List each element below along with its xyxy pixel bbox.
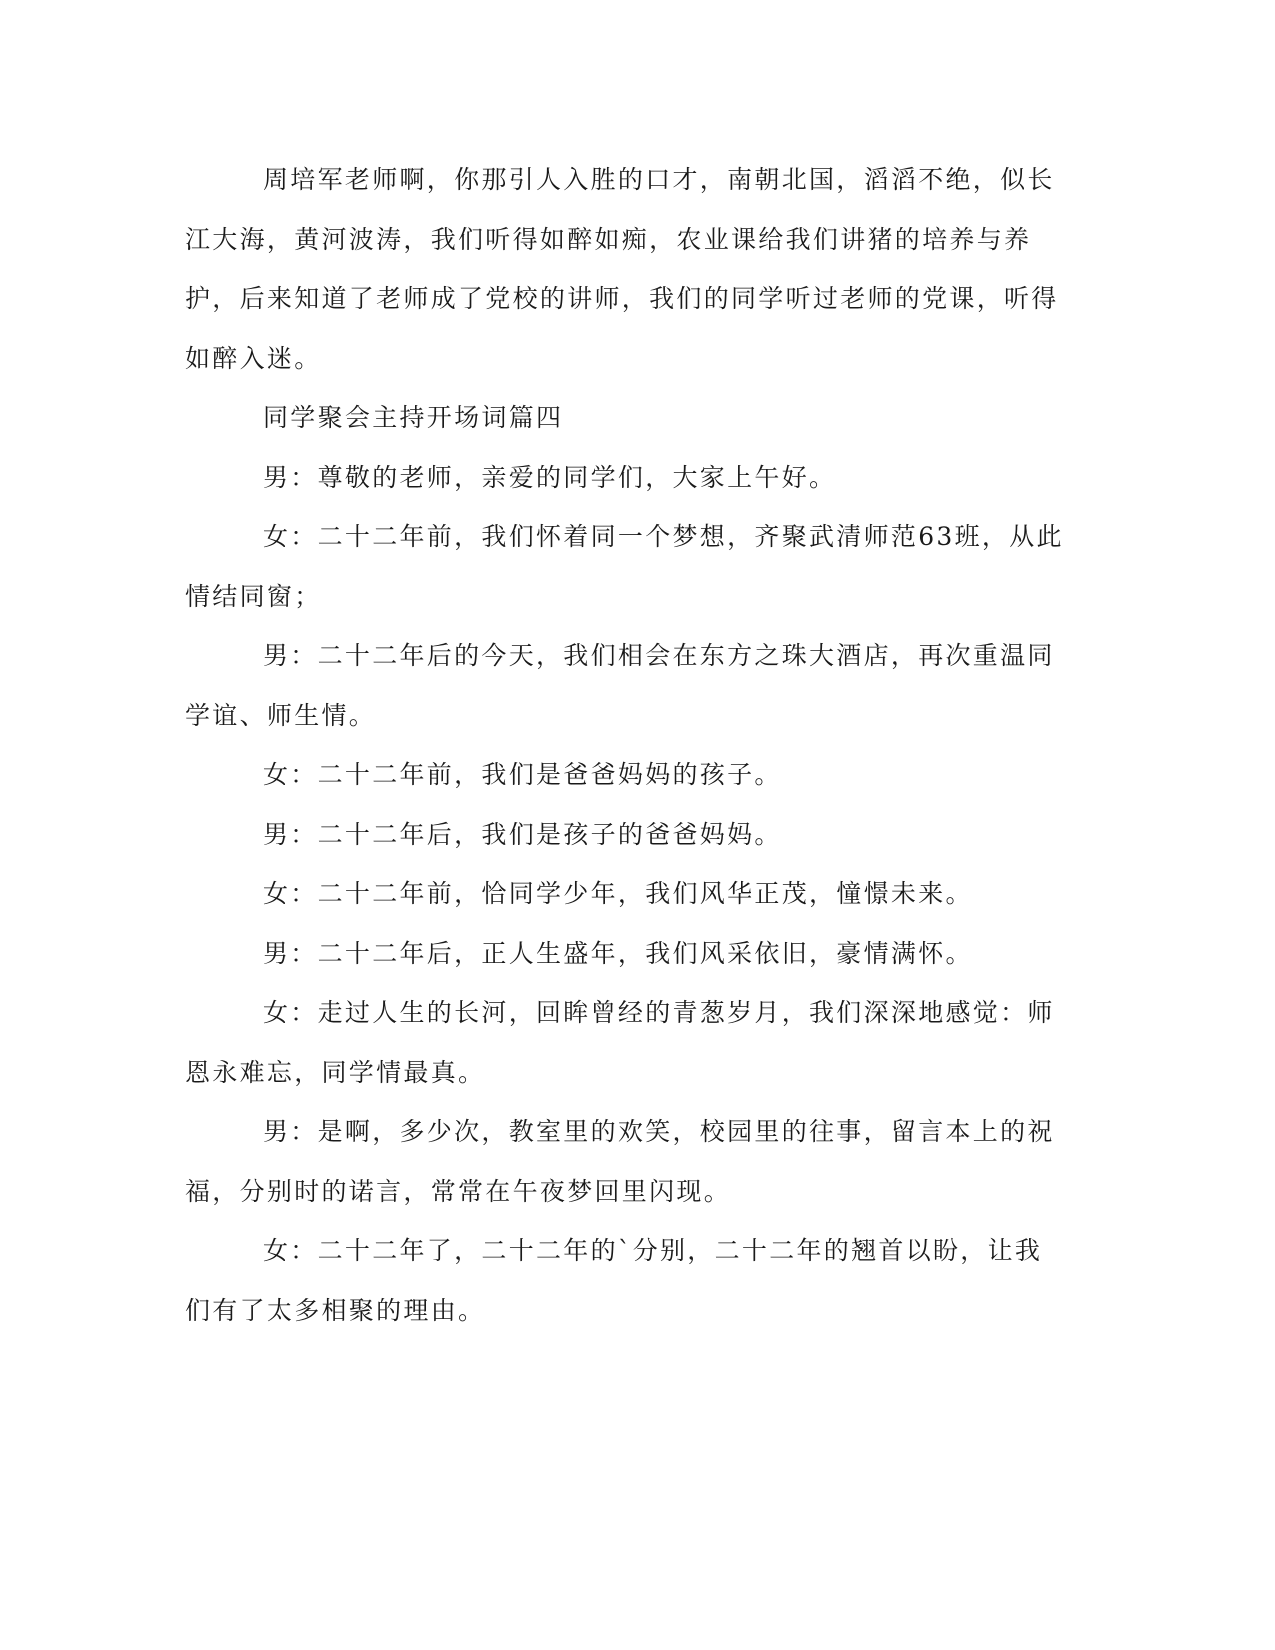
paragraph-male-3: 男：二十二年后，正人生盛年，我们风采依旧，豪情满怀。 [263,938,973,968]
section-heading: 同学聚会主持开场词篇四 [263,403,564,432]
paragraph-female-5: 女：二十二年了，二十二年的`分别，二十二年的翘首以盼，让我们有了太多相聚的理由。 [185,1236,1043,1325]
document-body [185,150,1065,1340]
paragraph-male-greeting: 男：尊敬的老师，亲爱的同学们，大家上午好。 [263,462,837,492]
paragraph-female-3: 女：二十二年前，恰同学少年，我们风华正茂，憧憬未来。 [263,879,973,908]
paragraph-male-4: 男：是啊，多少次，教室里的欢笑，校园里的往事，留言本上的祝福，分别时的诺言，常常在午夜梦回里闪现。 [185,1117,1055,1206]
paragraph-male-2: 男：二十二年后，我们是孩子的爸爸妈妈。 [263,819,782,849]
paragraph-teacher-tribute: 周培军老师啊，你那引人入胜的口才，南朝北国，滔滔不绝，似长江大海，黄河波涛，我们听得如醉如痴，农业课给我们讲猪的培养与养护，后来知道了老师成了党校的讲师，我们的同学听过老师的党课，听得如醉入迷。 [185,165,1059,373]
paragraph-female-4: 女：走过人生的长河，回眸曾经的青葱岁月，我们深深地感觉：师恩永难忘，同学情最真。 [185,998,1055,1087]
paragraph-male-1: 男：二十二年后的今天，我们相会在东方之珠大酒店，再次重温同学谊、师生情。 [185,641,1055,730]
paragraph-female-2: 女：二十二年前，我们是爸爸妈妈的孩子。 [263,760,782,789]
paragraph-female-1: 女：二十二年前，我们怀着同一个梦想，齐聚武清师范63班，从此情结同窗； [185,522,1064,611]
